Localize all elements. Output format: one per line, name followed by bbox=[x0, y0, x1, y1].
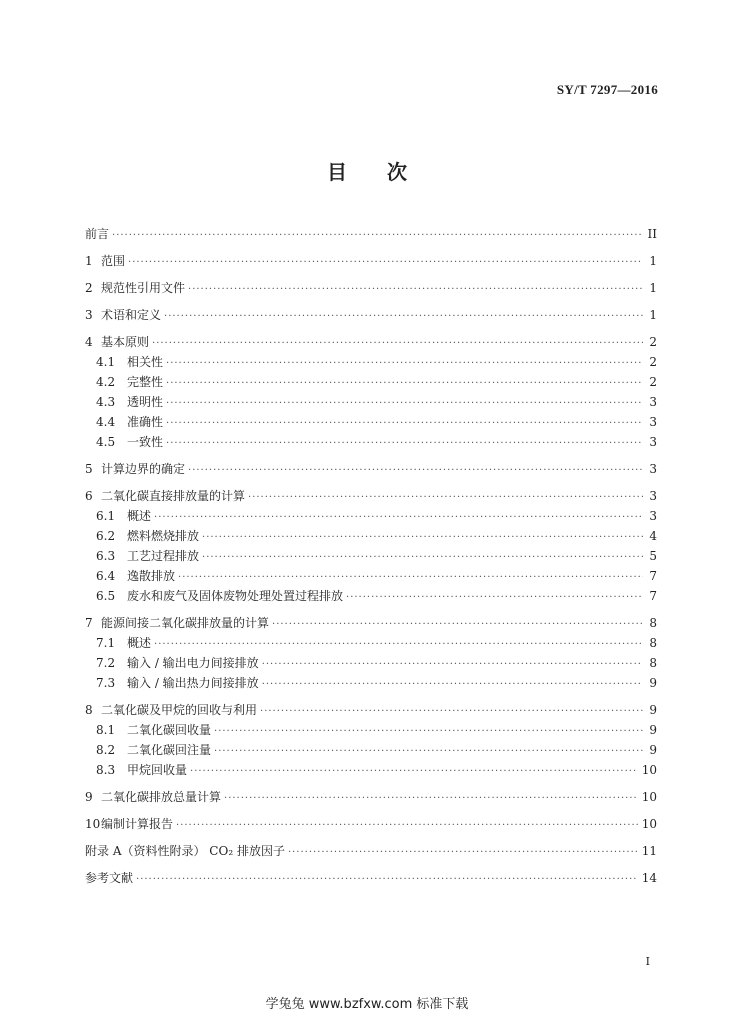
table-of-contents bbox=[85, 224, 657, 888]
toc-entry[interactable] bbox=[85, 459, 657, 479]
toc-entry-number: 6.5 bbox=[96, 589, 116, 603]
toc-entry-label: 基本原则 bbox=[101, 335, 150, 349]
toc-entry-page: 4 bbox=[649, 529, 657, 543]
toc-entry-label: 完整性 bbox=[127, 375, 164, 389]
toc-entry-label: 术语和定义 bbox=[101, 308, 162, 322]
toc-entry-page: 7 bbox=[649, 589, 657, 603]
toc-entry[interactable] bbox=[85, 673, 657, 693]
toc-entry-label: 输入 / 输出热力间接排放 bbox=[127, 676, 259, 690]
toc-entry-page: 3 bbox=[649, 435, 657, 449]
toc-leader-dots bbox=[166, 394, 643, 414]
toc-entry-number: 1 bbox=[85, 254, 93, 268]
toc-entry[interactable] bbox=[85, 546, 657, 566]
toc-entry-label: 二氧化碳直接排放量的计算 bbox=[101, 489, 246, 503]
toc-entry[interactable] bbox=[85, 432, 657, 452]
toc-entry[interactable] bbox=[85, 412, 657, 432]
toc-leader-dots bbox=[178, 568, 643, 588]
toc-entry[interactable] bbox=[85, 305, 657, 325]
toc-entry-page: 10 bbox=[641, 790, 657, 804]
toc-entry-number: 10 bbox=[85, 817, 101, 831]
toc-entry-number: 3 bbox=[85, 308, 93, 322]
toc-leader-dots bbox=[152, 334, 643, 354]
toc-entry[interactable] bbox=[85, 224, 657, 244]
page-title: 目 次 bbox=[327, 160, 407, 184]
toc-entry-label: 编制计算报告 bbox=[101, 817, 174, 831]
toc-entry[interactable] bbox=[85, 653, 657, 673]
toc-entry-number: 6.4 bbox=[96, 569, 116, 583]
toc-entry-label: 计算边界的确定 bbox=[101, 462, 186, 476]
toc-entry-number: 4.3 bbox=[96, 395, 116, 409]
toc-leader-dots bbox=[262, 675, 643, 695]
toc-entry-number: 6.2 bbox=[96, 529, 116, 543]
toc-entry-page: 3 bbox=[649, 415, 657, 429]
toc-entry[interactable] bbox=[85, 841, 657, 861]
toc-entry-label: 概述 bbox=[127, 636, 152, 650]
toc-entry[interactable] bbox=[85, 814, 657, 834]
toc-entry-label: 二氧化碳回注量 bbox=[127, 743, 212, 757]
toc-entry[interactable] bbox=[85, 392, 657, 412]
toc-leader-dots bbox=[214, 742, 643, 762]
toc-leader-dots bbox=[272, 615, 643, 635]
toc-leader-dots bbox=[166, 434, 643, 454]
toc-entry-number: 6 bbox=[85, 489, 93, 503]
toc-entry-page: 7 bbox=[649, 569, 657, 583]
toc-entry-page: 3 bbox=[649, 462, 657, 476]
toc-entry-page: 1 bbox=[649, 308, 657, 322]
toc-entry-label: 规范性引用文件 bbox=[101, 281, 186, 295]
page-number: I bbox=[645, 955, 650, 968]
toc-entry-number: 4.1 bbox=[96, 355, 116, 369]
toc-entry-page: 8 bbox=[649, 616, 657, 630]
toc-leader-dots bbox=[202, 548, 643, 568]
toc-leader-dots bbox=[166, 354, 643, 374]
toc-entry-number: 6.1 bbox=[96, 509, 116, 523]
toc-leader-dots bbox=[164, 307, 643, 327]
toc-entry-number: 8 bbox=[85, 703, 93, 717]
toc-entry-number: 7.2 bbox=[96, 656, 116, 670]
toc-entry-label: 燃料燃烧排放 bbox=[127, 529, 200, 543]
toc-entry-page: 9 bbox=[649, 723, 657, 737]
toc-leader-dots bbox=[154, 635, 643, 655]
toc-entry[interactable] bbox=[85, 251, 657, 271]
toc-leader-dots bbox=[202, 528, 643, 548]
toc-entry-page: 8 bbox=[649, 636, 657, 650]
toc-entry[interactable] bbox=[85, 787, 657, 807]
toc-entry-page: 1 bbox=[649, 281, 657, 295]
toc-entry[interactable] bbox=[85, 760, 657, 780]
toc-entry[interactable] bbox=[85, 720, 657, 740]
toc-entry-page: 2 bbox=[649, 375, 657, 389]
toc-entry-number: 5 bbox=[85, 462, 93, 476]
toc-entry-page: 2 bbox=[649, 335, 657, 349]
toc-entry[interactable] bbox=[85, 613, 657, 633]
toc-entry-page: 14 bbox=[641, 871, 657, 885]
toc-leader-dots bbox=[288, 843, 638, 863]
toc-leader-dots bbox=[188, 280, 643, 300]
toc-entry-label: 概述 bbox=[127, 509, 152, 523]
toc-leader-dots bbox=[190, 762, 638, 782]
toc-leader-dots bbox=[154, 508, 643, 528]
toc-entry-page: 10 bbox=[641, 817, 657, 831]
toc-entry-label: 废水和废气及固体废物处理处置过程排放 bbox=[127, 589, 344, 603]
toc-entry-label: 一致性 bbox=[127, 435, 164, 449]
toc-entry[interactable] bbox=[85, 372, 657, 392]
toc-entry-label: 输入 / 输出电力间接排放 bbox=[127, 656, 259, 670]
toc-leader-dots bbox=[224, 789, 638, 809]
toc-leader-dots bbox=[188, 461, 643, 481]
toc-leader-dots bbox=[166, 374, 643, 394]
toc-entry[interactable] bbox=[85, 278, 657, 298]
toc-entry-label: 参考文献 bbox=[85, 871, 134, 885]
toc-entry[interactable] bbox=[85, 740, 657, 760]
toc-entry-label: 范围 bbox=[101, 254, 126, 268]
toc-entry-label: 甲烷回收量 bbox=[127, 763, 188, 777]
toc-entry-page: 1 bbox=[649, 254, 657, 268]
toc-leader-dots bbox=[112, 226, 643, 246]
toc-leader-dots bbox=[214, 722, 643, 742]
toc-entry[interactable] bbox=[85, 486, 657, 506]
toc-entry-number: 8.2 bbox=[96, 743, 116, 757]
toc-entry-number: 4.2 bbox=[96, 375, 116, 389]
toc-entry-page: 5 bbox=[649, 549, 657, 563]
toc-entry-page: 9 bbox=[649, 676, 657, 690]
toc-leader-dots bbox=[136, 870, 638, 890]
toc-entry-page: 8 bbox=[649, 656, 657, 670]
toc-entry[interactable] bbox=[85, 700, 657, 720]
toc-entry-number: 7.1 bbox=[96, 636, 116, 650]
toc-leader-dots bbox=[176, 816, 638, 836]
toc-entry-number: 6.3 bbox=[96, 549, 116, 563]
toc-entry-page: 3 bbox=[649, 395, 657, 409]
toc-entry-number: 7 bbox=[85, 616, 93, 630]
toc-entry[interactable] bbox=[85, 526, 657, 546]
toc-leader-dots bbox=[260, 702, 643, 722]
toc-entry-page: 9 bbox=[649, 703, 657, 717]
toc-entry[interactable] bbox=[85, 352, 657, 372]
toc-entry-page: 3 bbox=[649, 509, 657, 523]
toc-entry[interactable] bbox=[85, 332, 657, 352]
toc-entry-label: 二氧化碳回收量 bbox=[127, 723, 212, 737]
toc-entry-number: 4.4 bbox=[96, 415, 116, 429]
toc-leader-dots bbox=[166, 414, 643, 434]
toc-entry-page: 11 bbox=[641, 844, 657, 858]
toc-entry-number: 8.3 bbox=[96, 763, 116, 777]
toc-entry-label: 附录 A（资料性附录） CO₂ 排放因子 bbox=[85, 844, 285, 858]
toc-entry-label: 前言 bbox=[85, 227, 110, 241]
toc-entry[interactable] bbox=[85, 506, 657, 526]
toc-entry-page: 10 bbox=[641, 763, 657, 777]
toc-leader-dots bbox=[248, 488, 643, 508]
toc-entry-label: 二氧化碳及甲烷的回收与利用 bbox=[101, 703, 258, 717]
toc-entry-number: 7.3 bbox=[96, 676, 116, 690]
toc-entry-page: 2 bbox=[649, 355, 657, 369]
toc-entry-label: 工艺过程排放 bbox=[127, 549, 200, 563]
toc-entry[interactable] bbox=[85, 868, 657, 888]
toc-entry[interactable] bbox=[85, 633, 657, 653]
toc-entry-label: 能源间接二氧化碳排放量的计算 bbox=[101, 616, 270, 630]
toc-entry-number: 2 bbox=[85, 281, 93, 295]
footer-watermark: 学兔兔 www.bzfxw.com 标准下载 bbox=[265, 997, 469, 1012]
toc-entry-label: 二氧化碳排放总量计算 bbox=[101, 790, 222, 804]
toc-entry-number: 4 bbox=[85, 335, 93, 349]
standard-code: SY/T 7297—2016 bbox=[556, 82, 658, 97]
toc-entry-number: 9 bbox=[85, 790, 93, 804]
toc-entry-label: 准确性 bbox=[127, 415, 164, 429]
toc-entry-page: II bbox=[647, 227, 657, 241]
toc-entry[interactable] bbox=[85, 586, 657, 606]
toc-entry-label: 透明性 bbox=[127, 395, 164, 409]
toc-leader-dots bbox=[128, 253, 643, 273]
toc-leader-dots bbox=[262, 655, 643, 675]
toc-entry-page: 3 bbox=[649, 489, 657, 503]
toc-entry-label: 相关性 bbox=[127, 355, 164, 369]
toc-leader-dots bbox=[346, 588, 643, 608]
toc-entry-number: 4.5 bbox=[96, 435, 116, 449]
toc-entry-number: 8.1 bbox=[96, 723, 116, 737]
toc-entry[interactable] bbox=[85, 566, 657, 586]
toc-entry-page: 9 bbox=[649, 743, 657, 757]
toc-entry-label: 逸散排放 bbox=[127, 569, 176, 583]
